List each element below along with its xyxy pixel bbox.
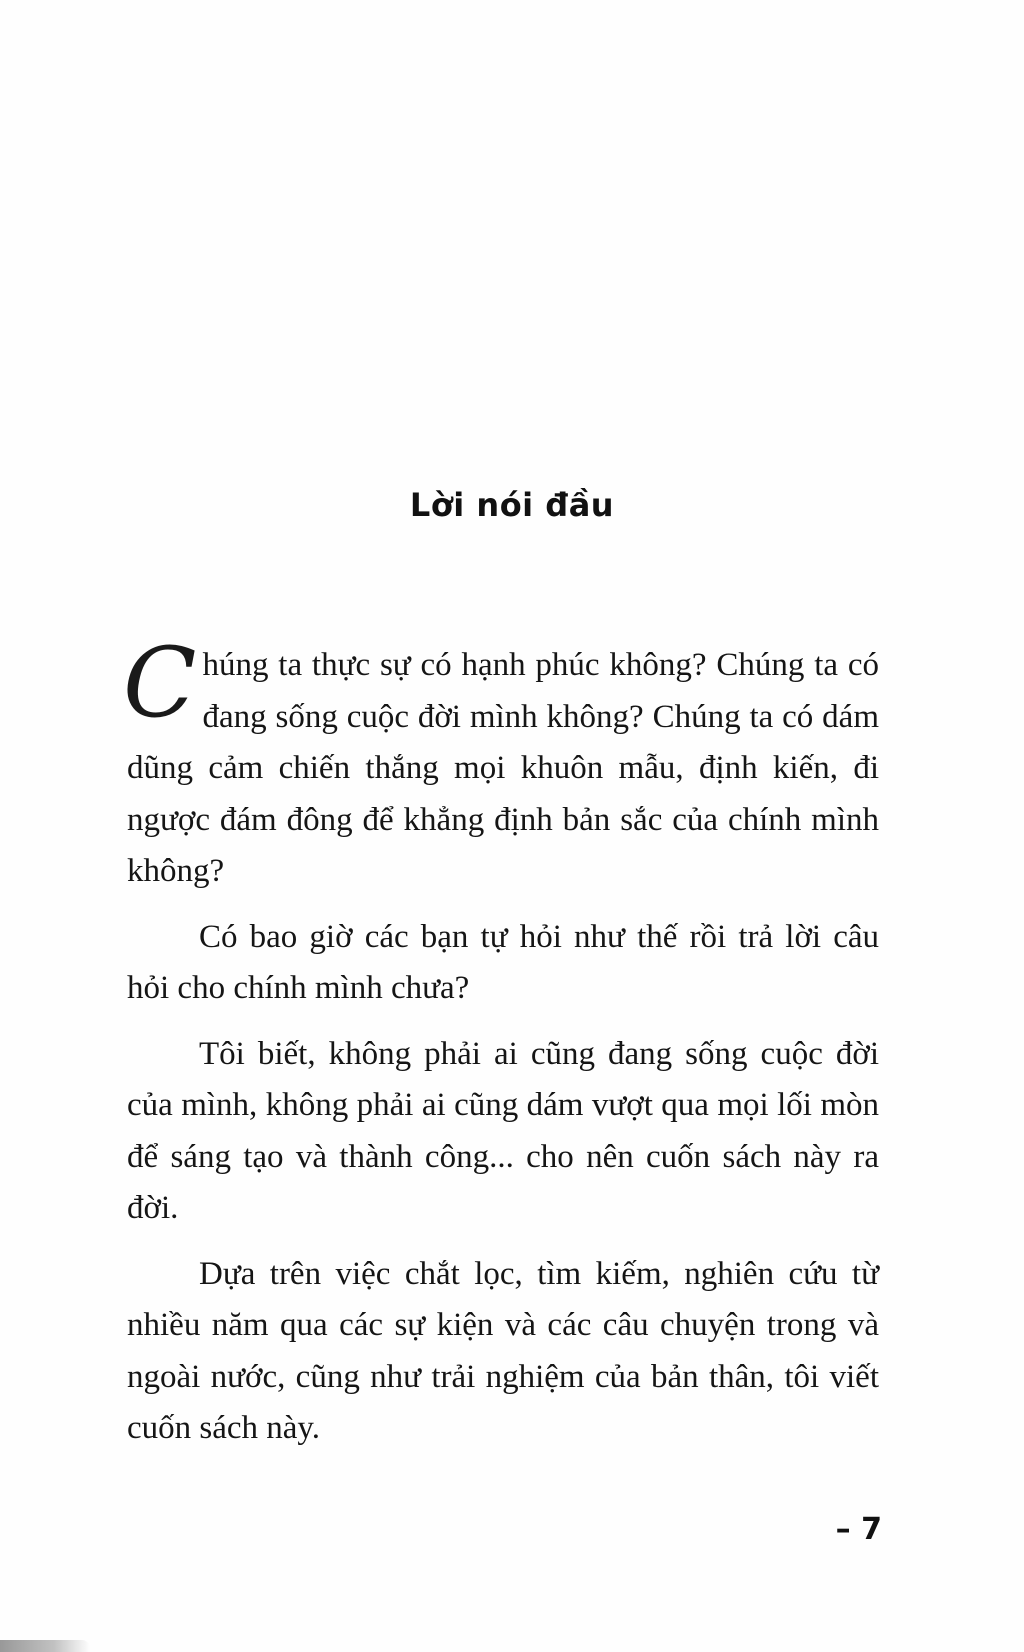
scan-edge-shadow	[0, 1640, 90, 1652]
paragraph-4: Dựa trên việc chắt lọc, tìm kiếm, nghiên cứu từ nhiều năm qua các sự kiện và các câu chuyện trong và ngoài nước, cũng như trải nghiệm của bản thân, tôi viết cuốn sách này.	[127, 1255, 879, 1446]
page-number: – 7	[835, 1512, 882, 1547]
body-text	[123, 627, 879, 1469]
paragraph-1	[123, 627, 879, 898]
paragraph-1-text: húng ta thực sự có hạnh phúc không? Chúng ta có đang sống cuộc đời mình không? Chúng ta có dám dũng cảm chiến thắng mọi khuôn mẫu, định kiến, đi ngược đám đông để khẳng định bản sắc của chính mình không?	[127, 647, 879, 889]
drop-cap: C	[123, 627, 197, 739]
chapter-title: Lời nói đầu	[409, 486, 615, 524]
paragraph-2: Có bao giờ các bạn tự hỏi như thế rồi trả lời câu hỏi cho chính mình chưa?	[127, 918, 879, 1006]
paragraph-3: Tôi biết, không phải ai cũng đang sống cuộc đời của mình, không phải ai cũng dám vượt qua mọi lối mòn để sáng tạo và thành công... cho nên cuốn sách này ra đời.	[127, 1035, 879, 1226]
